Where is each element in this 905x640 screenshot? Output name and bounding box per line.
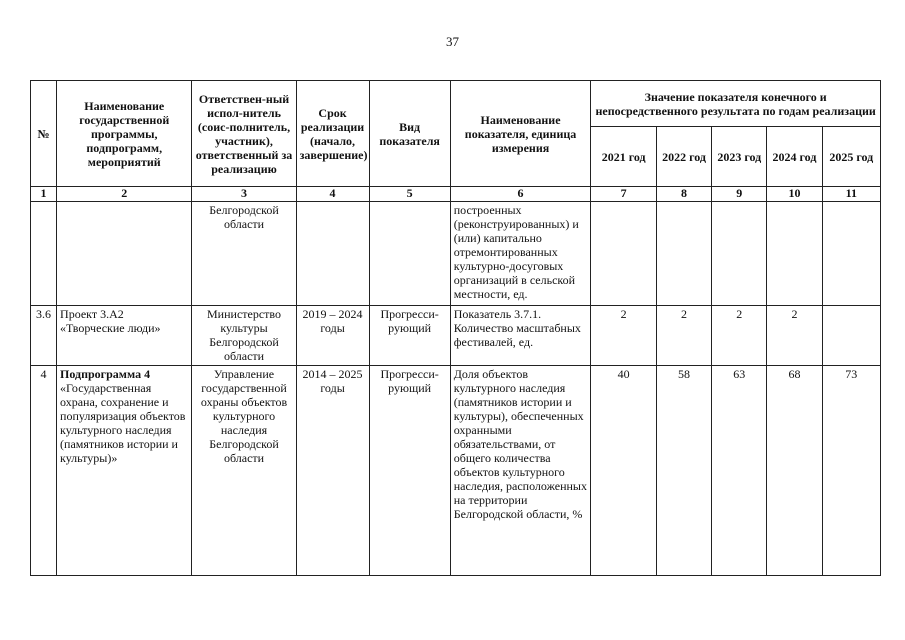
row-number: 4 <box>31 366 57 576</box>
row-value-2023: 2 <box>712 306 767 366</box>
column-index: 4 <box>296 187 369 202</box>
row-program-name <box>57 202 192 306</box>
header-program-name: Наименование государственной программы, подпрограмм, мероприятий <box>57 81 192 187</box>
header-number: № <box>31 81 57 187</box>
row-value-2022: 58 <box>656 366 711 576</box>
table-row <box>31 306 881 366</box>
row-value-2021: 40 <box>591 366 657 576</box>
header-executor: Ответствен-ный испол-нитель (соис-полнитель, участник), ответственный за реализацию <box>192 81 296 187</box>
row-value-2023 <box>712 202 767 306</box>
row-value-2025: 73 <box>822 366 880 576</box>
row-indicator-name: Показатель 3.7.1. Количество масштабных фестивалей, ед. <box>450 306 591 366</box>
indicators-table <box>30 80 881 576</box>
column-index: 9 <box>712 187 767 202</box>
row-number <box>31 202 57 306</box>
row-program-text: «Государственная охрана, сохранение и популяризация объектов культурного наследия (памятников истории и культуры)» <box>60 381 186 465</box>
row-value-2023: 63 <box>712 366 767 576</box>
column-index: 8 <box>656 187 711 202</box>
row-executor: Белгородской области <box>192 202 296 306</box>
header-indicator-name: Наименование показателя, единица измерения <box>450 81 591 187</box>
row-indicator-kind: Прогресси-рующий <box>369 366 450 576</box>
row-indicator-kind <box>369 202 450 306</box>
column-index: 10 <box>767 187 822 202</box>
row-executor: Управление государственной охраны объектов культурного наследия Белгородской области <box>192 366 296 576</box>
row-value-2025 <box>822 202 880 306</box>
row-number: 3.6 <box>31 306 57 366</box>
row-value-2022 <box>656 202 711 306</box>
row-value-2021: 2 <box>591 306 657 366</box>
column-index: 11 <box>822 187 880 202</box>
row-program-name <box>57 366 192 576</box>
row-period: 2019 – 2024 годы <box>296 306 369 366</box>
header-period: Срок реализации (начало, завершение) <box>296 81 369 187</box>
column-index: 2 <box>57 187 192 202</box>
row-value-2024: 68 <box>767 366 822 576</box>
row-period <box>296 202 369 306</box>
header-year-2021: 2021 год <box>591 127 657 187</box>
column-index: 5 <box>369 187 450 202</box>
header-indicator-kind: Вид показателя <box>369 81 450 187</box>
row-value-2021 <box>591 202 657 306</box>
row-indicator-name: построенных (реконструированных) и (или) капитально отремонтированных культурно-досуговых организаций в сельской местности, ед. <box>450 202 591 306</box>
row-program-title: Подпрограмма 4 <box>60 367 151 381</box>
row-value-2022: 2 <box>656 306 711 366</box>
row-value-2025 <box>822 306 880 366</box>
column-index: 3 <box>192 187 296 202</box>
header-year-2023: 2023 год <box>712 127 767 187</box>
row-program-name <box>57 306 192 366</box>
header-year-2022: 2022 год <box>656 127 711 187</box>
row-indicator-kind: Прогресси-рующий <box>369 306 450 366</box>
header-year-2025: 2025 год <box>822 127 880 187</box>
row-program-text: Проект 3.А2 «Творческие люди» <box>60 307 161 335</box>
header-values-group: Значение показателя конечного и непосредственного результата по годам реализации <box>591 81 881 127</box>
page-number: 37 <box>446 34 459 49</box>
row-executor: Министерство культуры Белгородской области <box>192 306 296 366</box>
header-year-2024: 2024 год <box>767 127 822 187</box>
row-period: 2014 – 2025 годы <box>296 366 369 576</box>
row-value-2024: 2 <box>767 306 822 366</box>
column-index: 7 <box>591 187 657 202</box>
row-indicator-name: Доля объектов культурного наследия (памятников истории и культуры), обеспеченных охранными обязательствами, от общего количества объектов культурного наследия, расположенных на территории Белгородской области, % <box>450 366 591 576</box>
column-index: 1 <box>31 187 57 202</box>
row-value-2024 <box>767 202 822 306</box>
table-row <box>31 202 881 306</box>
column-index: 6 <box>450 187 591 202</box>
table-row <box>31 366 881 576</box>
